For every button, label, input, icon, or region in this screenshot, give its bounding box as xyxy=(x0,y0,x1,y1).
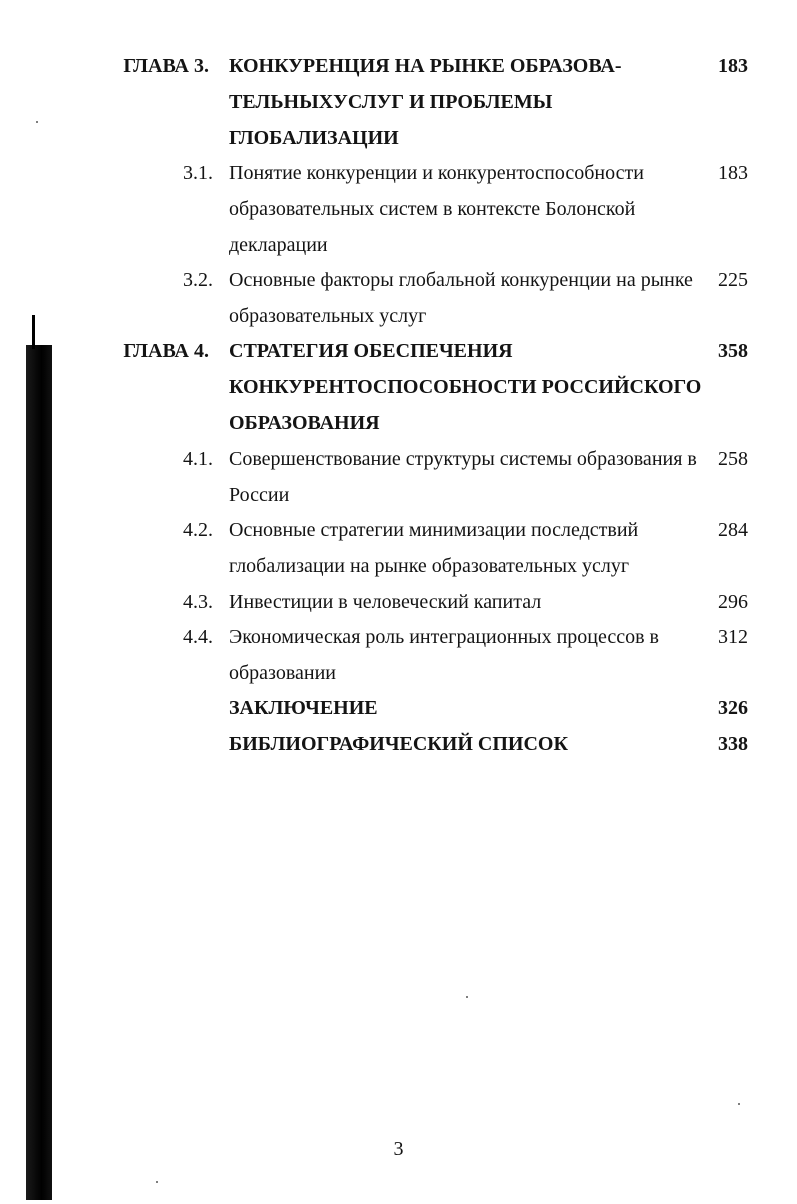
section-title-line: Совершенствование структуры системы образования в xyxy=(229,448,697,470)
bibliography-title: БИБЛИОГРАФИЧЕСКИЙ СПИСОК xyxy=(229,733,568,755)
section-title-line: Основные факторы глобальной конкуренции на рынке xyxy=(229,269,693,291)
toc-chapter-3[interactable] xyxy=(0,48,797,84)
toc-chapter-4-cont xyxy=(0,405,797,441)
chapter-title-line: ГЛОБАЛИЗАЦИИ xyxy=(229,127,399,149)
section-title-line: декларации xyxy=(229,234,328,256)
section-page: 284 xyxy=(718,519,748,541)
conclusion-title: ЗАКЛЮЧЕНИЕ xyxy=(229,697,378,719)
section-title-line: Инвестиции в человеческий капитал xyxy=(229,591,542,613)
toc-section-3-1-cont xyxy=(0,191,797,227)
conclusion-page: 326 xyxy=(718,697,748,719)
scan-speck xyxy=(738,1103,740,1105)
section-title-line: Экономическая роль интеграционных процессов в xyxy=(229,626,659,648)
scan-speck xyxy=(466,996,468,998)
section-title-line: Понятие конкуренции и конкурентоспособности xyxy=(229,162,644,184)
chapter-page: 183 xyxy=(718,55,748,77)
page-number: 3 xyxy=(393,1138,404,1160)
chapter-title-line: СТРАТЕГИЯ ОБЕСПЕЧЕНИЯ xyxy=(229,340,513,362)
section-title-line: образовании xyxy=(229,662,337,684)
toc-conclusion[interactable] xyxy=(0,690,797,726)
toc-section-4-4-cont xyxy=(0,655,797,691)
toc-bibliography[interactable] xyxy=(0,726,797,762)
toc-section-3-1-cont xyxy=(0,227,797,263)
toc-section-4-2[interactable] xyxy=(0,512,797,548)
section-title-line: глобализации на рынке образовательных услуг xyxy=(229,555,630,577)
chapter-title-line: КОНКУРЕНТОСПОСОБНОСТИ РОССИЙСКОГО xyxy=(229,376,702,398)
toc-section-4-1-cont xyxy=(0,477,797,513)
section-title-line: образовательных систем в контексте Болонской xyxy=(229,198,636,220)
section-page: 312 xyxy=(718,626,748,648)
section-title-line: образовательных услуг xyxy=(229,305,427,327)
chapter-title-line: КОНКУРЕНЦИЯ НА РЫНКЕ ОБРАЗОВА- xyxy=(229,55,622,77)
section-number: 4.4. xyxy=(183,626,213,648)
toc-section-4-4[interactable] xyxy=(0,619,797,655)
section-title-line: России xyxy=(229,484,290,506)
section-number: 4.1. xyxy=(183,448,213,470)
toc-chapter-3-cont xyxy=(0,84,797,120)
toc-section-4-2-cont xyxy=(0,548,797,584)
chapter-label: ГЛАВА 4. xyxy=(123,340,209,362)
toc-section-4-3[interactable] xyxy=(0,584,797,620)
toc-chapter-4[interactable] xyxy=(0,333,797,369)
section-number: 3.1. xyxy=(183,162,213,184)
section-number: 4.3. xyxy=(183,591,213,613)
section-page: 183 xyxy=(718,162,748,184)
section-page: 225 xyxy=(718,269,748,291)
section-page: 296 xyxy=(718,591,748,613)
bibliography-page: 338 xyxy=(718,733,748,755)
toc-section-3-2-cont xyxy=(0,298,797,334)
toc-chapter-4-cont xyxy=(0,369,797,405)
chapter-title-line: ОБРАЗОВАНИЯ xyxy=(229,412,380,434)
toc-chapter-3-cont xyxy=(0,120,797,156)
section-number: 4.2. xyxy=(183,519,213,541)
toc-section-3-2[interactable] xyxy=(0,262,797,298)
section-page: 258 xyxy=(718,448,748,470)
section-title-line: Основные стратегии минимизации последствий xyxy=(229,519,639,541)
section-number: 3.2. xyxy=(183,269,213,291)
toc-section-4-1[interactable] xyxy=(0,441,797,477)
toc-section-3-1[interactable] xyxy=(0,155,797,191)
chapter-page: 358 xyxy=(718,340,748,362)
chapter-title-line: ТЕЛЬНЫХУСЛУГ И ПРОБЛЕМЫ xyxy=(229,91,553,113)
chapter-label: ГЛАВА 3. xyxy=(123,55,209,77)
scan-speck xyxy=(156,1181,158,1183)
